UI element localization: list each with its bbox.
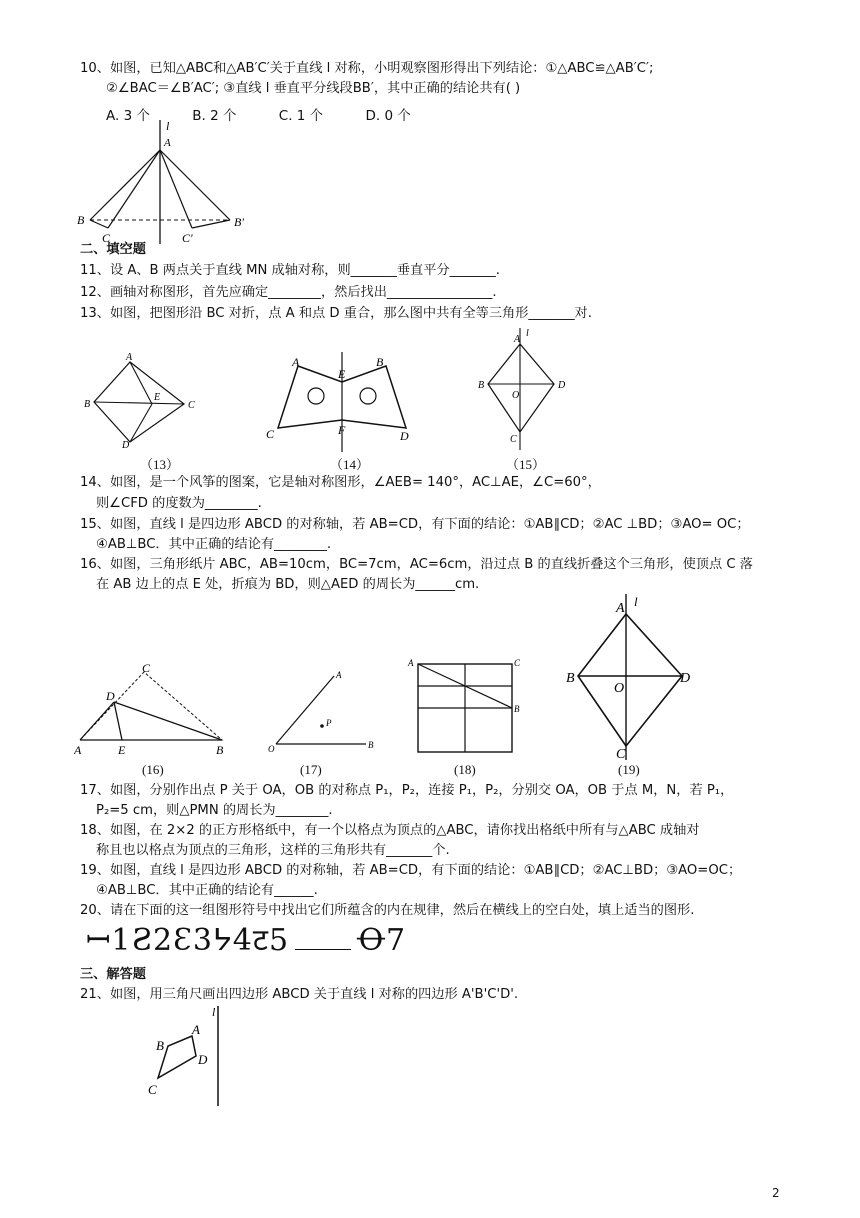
svg-text:B: B: [514, 704, 520, 714]
figure-q10: [74, 118, 274, 248]
page-number: 2: [772, 1186, 780, 1200]
svg-text:C: C: [266, 427, 275, 441]
svg-text:B: B: [478, 380, 485, 391]
q17-line1: 17、如图，分别作出点 P 关于 OA，OB 的对称点 P₁，P₂，连接 P₁，P₂，分别交 OA，OB 于点 M，N，若 P₁，: [80, 783, 734, 798]
svg-text:D: D: [122, 440, 130, 448]
figure-17: [264, 668, 374, 752]
figure-15: [470, 326, 580, 452]
svg-text:C: C: [510, 434, 517, 445]
caption-19: (19): [618, 762, 640, 777]
figure-21: [140, 1006, 240, 1106]
svg-text:A: A: [164, 137, 171, 149]
svg-text:O: O: [268, 744, 275, 752]
q18-line1: 18、如图，在 2×2 的正方形格纸中，有一个以格点为顶点的△ABC，请你找出格纸中所有与△ABC 成轴对: [80, 823, 700, 838]
svg-text:B: B: [368, 740, 374, 750]
figure-16: [74, 662, 234, 758]
caption-15: （15）: [506, 457, 546, 472]
q16-line2: 在 AB 边上的点 E 处，折痕为 BD，则△AED 的周长为______cm.: [96, 577, 480, 592]
svg-text:D: D: [400, 429, 409, 443]
svg-text:D: D: [198, 1052, 208, 1067]
svg-text:A: A: [514, 334, 521, 345]
q12: 12、画轴对称图形，首先应确定________，然后找出________________.: [80, 285, 497, 300]
q15-line2: ④AB⊥BC．其中正确的结论有________.: [96, 537, 332, 552]
svg-text:C′: C′: [182, 231, 193, 245]
caption-16: (16): [142, 762, 164, 777]
option-b: B. 2 个: [192, 108, 237, 124]
svg-text:A: A: [74, 743, 82, 757]
q13: 13、如图，把图形沿 BC 对折，点 A 和点 D 重合，那么图中共有全等三角形_______对.: [80, 306, 592, 321]
svg-text:E: E: [154, 392, 161, 403]
svg-text:D: D: [558, 380, 566, 391]
svg-text:A: A: [126, 352, 133, 363]
svg-text:E: E: [118, 743, 126, 757]
caption-13: （13）: [140, 457, 180, 472]
svg-text:D: D: [106, 689, 115, 703]
q18-line2: 称且也以格点为顶点的三角形，这样的三角形共有_______个.: [96, 843, 450, 858]
q10-line1: 10、如图，已知△ABC和△AB′C′关于直线 l 对称，小明观察图形得出下列结论：①△ABC≌△AB′C′;: [80, 61, 654, 76]
svg-text:C: C: [142, 662, 151, 675]
svg-text:A: A: [192, 1022, 200, 1037]
svg-text:l: l: [634, 594, 638, 609]
svg-text:A: A: [408, 658, 414, 668]
svg-text:A: A: [336, 670, 342, 680]
svg-text:O: O: [512, 390, 520, 401]
option-d: D. 0 个: [365, 108, 411, 124]
q14-line1: 14、如图，是一个风筝的图案，它是轴对称图形，∠AEB= 140°，AC⊥AE，∠C=60°，: [80, 475, 601, 490]
q20-symbol-pattern: [86, 918, 406, 959]
q19-line1: 19、如图，直线 l 是四边形 ABCD 的对称轴，若 AB=CD，有下面的结论：①AB∥CD；②AC⊥BD；③AO=OC；: [80, 863, 742, 878]
svg-text:C: C: [148, 1082, 157, 1097]
figure-13: [82, 352, 212, 448]
svg-text:O: O: [614, 681, 625, 696]
svg-text:B: B: [156, 1038, 164, 1053]
q20-pattern-tail: Ꝋ7: [357, 923, 407, 958]
figure-14: [262, 352, 422, 452]
svg-text:B: B: [566, 671, 575, 686]
section-3-heading: 三、解答题: [80, 967, 146, 982]
q17-line2: P₂=5 cm，则△PMN 的周长为________.: [96, 803, 333, 818]
svg-text:A: A: [292, 355, 300, 369]
q19-line2: ④AB⊥BC．其中正确的结论有______.: [96, 883, 318, 898]
figure-19: [562, 592, 692, 764]
caption-14: （14）: [330, 457, 370, 472]
q20: 20、请在下面的这一组图形符号中找出它们所蕴含的内在规律，然后在横线上的空白处，填上适当的图形.: [80, 903, 695, 918]
svg-text:P: P: [326, 718, 332, 728]
svg-text:F: F: [338, 423, 346, 437]
svg-text:C: C: [188, 400, 195, 411]
svg-text:D: D: [680, 671, 691, 686]
svg-text:B′: B′: [234, 215, 244, 229]
q11: 11、设 A、B 两点关于直线 MN 成轴对称，则_______垂直平分_______.: [80, 263, 500, 278]
svg-text:l: l: [526, 328, 529, 339]
q21: 21、如图，用三角尺画出四边形 ABCD 关于直线 l 对称的四边形 A'B'C'D'.: [80, 987, 519, 1002]
svg-text:C: C: [616, 747, 626, 762]
svg-text:l: l: [212, 1006, 216, 1019]
svg-text:C: C: [102, 231, 111, 245]
q20-pattern-symbols: ꟷ1Ƨ2Ɛ3ᔭ4ट5: [86, 923, 290, 958]
svg-text:C: C: [514, 658, 521, 668]
figure-18: [404, 656, 528, 756]
svg-text:l: l: [166, 119, 170, 133]
svg-text:B: B: [376, 355, 384, 369]
option-c: C. 1 个: [278, 108, 324, 124]
svg-text:B: B: [84, 399, 91, 410]
q10-line2: ②∠BAC＝∠B′AC′; ③直线 l 垂直平分线段BB′，其中正确的结论共有( ): [106, 81, 521, 96]
option-a: A. 3 个: [106, 108, 150, 124]
svg-text:E: E: [338, 367, 346, 381]
q16-line1: 16、如图，三角形纸片 ABC，AB=10cm，BC=7cm，AC=6cm，沿过点 B 的直线折叠这个三角形，使顶点 C 落: [80, 557, 753, 572]
q14-line2: 则∠CFD 的度数为________.: [96, 496, 262, 511]
section-2-heading: 二、填空题: [80, 242, 146, 257]
q15-line1: 15、如图，直线 l 是四边形 ABCD 的对称轴，若 AB=CD，有下面的结论：①AB∥CD；②AC ⊥BD；③AO= OC；: [80, 517, 750, 532]
svg-text:B: B: [216, 743, 224, 757]
svg-text:A: A: [616, 601, 625, 616]
svg-text:B: B: [77, 213, 85, 227]
caption-18: (18): [454, 762, 476, 777]
caption-17: (17): [300, 762, 322, 777]
